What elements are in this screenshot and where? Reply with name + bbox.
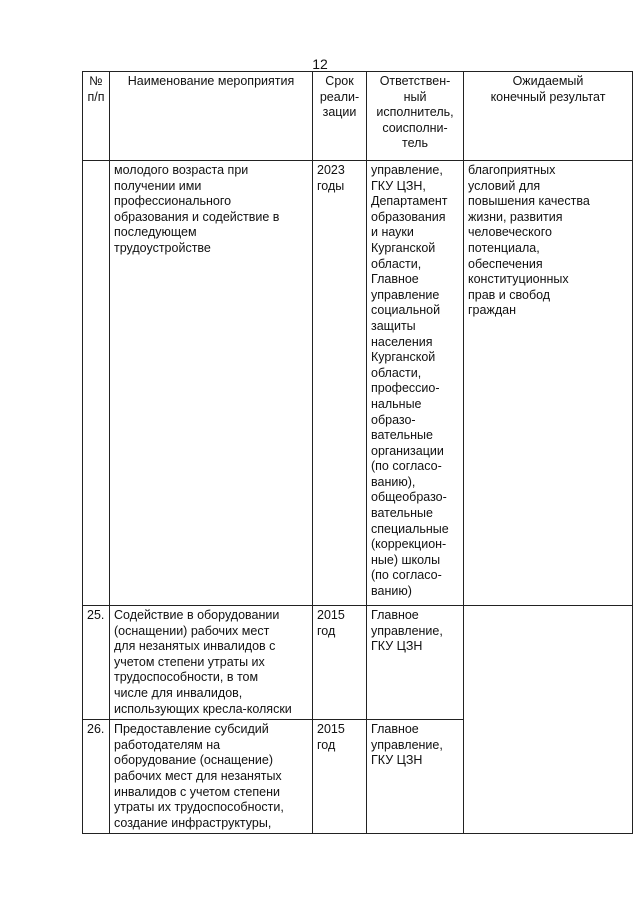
header-number: № п/п [83,72,110,161]
executor: Главное управление, ГКУ ЦЗН [367,606,464,720]
table-row [83,606,633,720]
period: 2015 год [313,720,367,834]
measure-name: молодого возраста при получении ими профессионального образования и содействие в последующем трудоустройстве [110,161,313,606]
expected-result: благоприятных условий для повышения качества жизни, развития человеческого потенциала, обеспечения конституционных прав и свобод граждан [464,161,633,606]
row-number: 26. [83,720,110,834]
header-executor: Ответствен- ный исполнитель, соисполни- тель [367,72,464,161]
row-number: 25. [83,606,110,720]
expected-result-empty [464,606,633,834]
measure-name: Предоставление субсидий работодателям на оборудование (оснащение) рабочих мест для незанятых инвалидов с учетом степени утраты их трудоспособности, создание инфраструктуры, [110,720,313,834]
header-period: Срок реали- зации [313,72,367,161]
executor: управление, ГКУ ЦЗН, Департамент образования и науки Курганской области, Главное управление социальной защиты населения Курганской области, профессио- нальные образо- вательные организации (по согласо- ванию), общеобразо- вательные специальные (коррекцион- ные) школы (по согласо- ванию) [367,161,464,606]
measures-table [82,71,633,834]
header-measure-name: Наименование мероприятия [110,72,313,161]
table-row [83,161,633,606]
period: 2015 год [313,606,367,720]
page-number: 12 [312,56,328,72]
measure-name: Содействие в оборудовании (оснащении) рабочих мест для незанятых инвалидов с учетом степени утраты их трудоспособности, в том числе для инвалидов, использующих кресла-коляски [110,606,313,720]
period: 2023 годы [313,161,367,606]
table-header-row [83,72,633,161]
executor: Главное управление, ГКУ ЦЗН [367,720,464,834]
header-expected-result: Ожидаемый конечный результат [464,72,633,161]
row-number [83,161,110,606]
